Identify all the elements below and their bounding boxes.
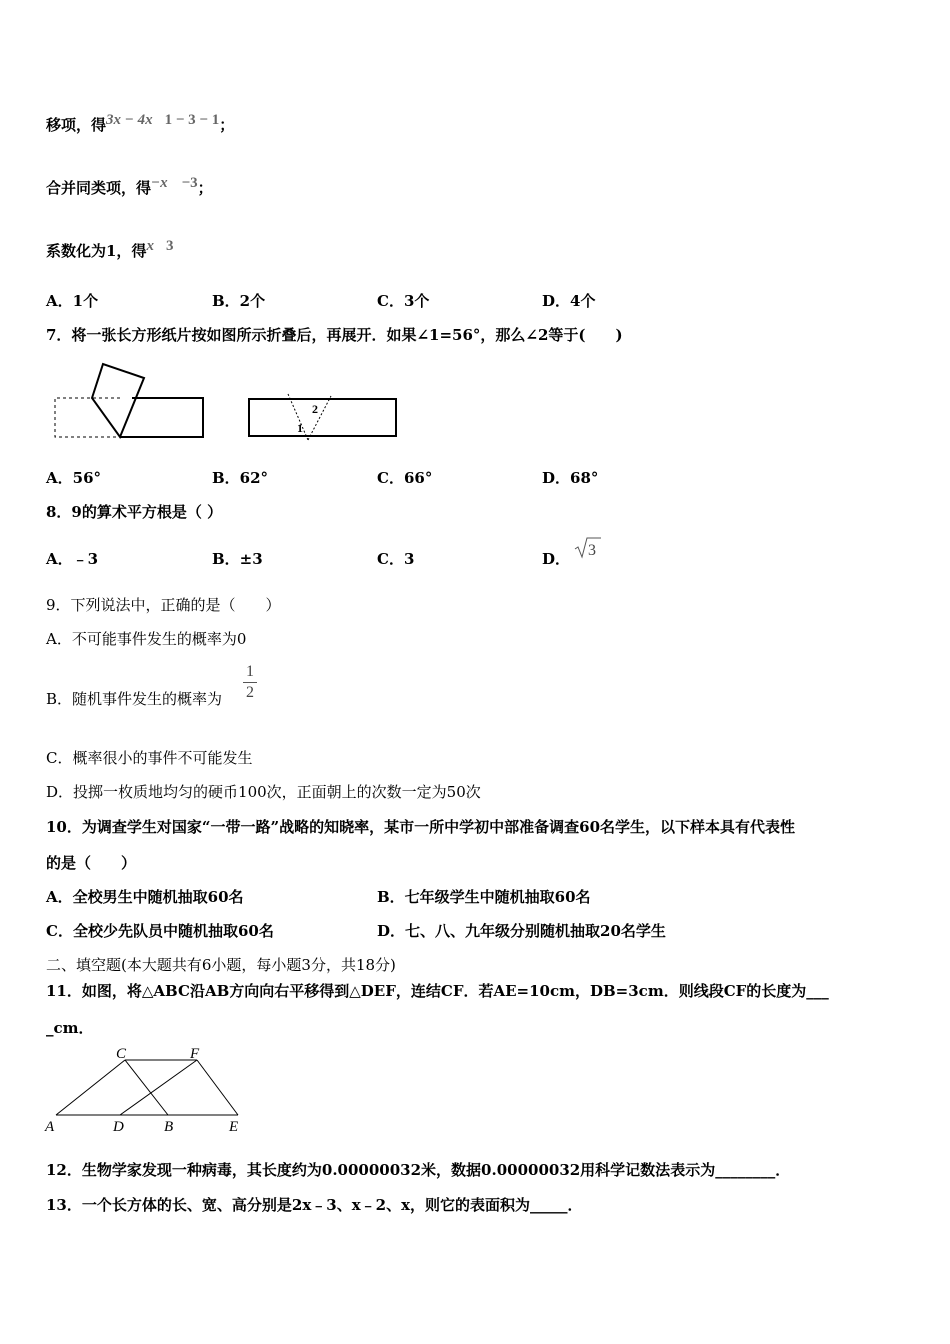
segment-AC <box>56 1060 125 1115</box>
sqrt-radicand: 3 <box>588 542 596 559</box>
step-label: 移项，得 <box>46 116 107 134</box>
fold-dashed-outline <box>55 398 120 437</box>
q6-option-a: A．1个 <box>46 292 99 310</box>
q10-option-a: A．全校男生中随机抽取60名 <box>46 888 244 906</box>
q9-stem: 9．下列说法中，正确的是（ ） <box>46 596 281 614</box>
q11-figure <box>40 1040 250 1136</box>
label-A: A <box>45 1119 55 1135</box>
step-end: ； <box>197 179 213 197</box>
math-expr: −3 <box>181 175 198 191</box>
angle-label-2: 2 <box>312 402 318 416</box>
q7-option-d: D．68° <box>542 469 599 487</box>
q12-stem: 12．生物学家发现一种病毒，其长度约为0.00000032米，数据0.00000032用科学记数法表示为________． <box>46 1161 791 1179</box>
angle-label-1: 1 <box>297 421 303 435</box>
solution-step-1 <box>46 114 234 135</box>
q8-option-a: A．﹣3 <box>46 550 99 568</box>
q7-option-a: A．56° <box>46 469 102 487</box>
q8-option-d: D． <box>542 550 571 568</box>
q10-option-c: C．全校少先队员中随机抽取60名 <box>46 922 274 940</box>
q9-option-c: C．概率很小的事件不可能发生 <box>46 749 253 767</box>
step-label: 系数化为1，得 <box>46 242 147 260</box>
q10-stem-line1: 10．为调查学生对国家“一带一路”战略的知晓率，某市一所中学初中部准备调查60名学生，以下样本具有代表性 <box>46 818 796 836</box>
q6-option-c: C．3个 <box>377 292 430 310</box>
q13-stem: 13．一个长方体的长、宽、高分别是2x﹣3、x﹣2、x，则它的表面积为_____． <box>46 1196 583 1214</box>
q10-option-d: D．七、八、九年级分别随机抽取20名学生 <box>377 922 666 940</box>
math-expr: 3 <box>165 238 174 254</box>
paper-rect-right <box>249 399 396 436</box>
label-E: E <box>229 1119 239 1135</box>
label-F: F <box>190 1046 200 1062</box>
math-expr: 1 − 3 − 1 <box>164 112 220 128</box>
q7-stem: 7．将一张长方形纸片按如图所示折叠后，再展开．如果∠1=56°，那么∠2等于( ) <box>46 326 623 344</box>
q6-option-d: D．4个 <box>542 292 596 310</box>
q9-option-a: A．不可能事件发生的概率为0 <box>46 630 247 648</box>
q9-option-b: B．随机事件发生的概率为 <box>46 690 223 708</box>
sqrt-sign-icon <box>574 536 602 560</box>
q8-option-b: B．±3 <box>212 550 263 568</box>
step-end: ； <box>219 116 235 134</box>
q8-option-c: C．3 <box>377 550 415 568</box>
q11-stem-line2: _cm． <box>46 1019 94 1037</box>
math-expr: x <box>146 238 154 254</box>
q7-figure <box>46 360 406 442</box>
label-B: B <box>164 1119 174 1135</box>
step-label: 合并同类项，得 <box>46 179 152 197</box>
segment-FE <box>197 1060 238 1115</box>
solution-step-3 <box>46 240 173 261</box>
q6-option-b: B．2个 <box>212 292 266 310</box>
section-heading: 二、填空题(本大题共有6小题，每小题3分，共18分) <box>46 956 396 974</box>
q10-option-b: B．七年级学生中随机抽取60名 <box>377 888 591 906</box>
q11-stem-line1: 11．如图，将△ABC沿AB方向向右平移得到△DEF，连结CF．若AE=10cm，DB=3cm．则线段CF的长度为___ <box>46 982 829 1000</box>
q7-option-b: B．62° <box>212 469 269 487</box>
label-D: D <box>113 1119 124 1135</box>
fraction <box>241 662 259 703</box>
solution-step-2 <box>46 177 213 198</box>
label-C: C <box>116 1046 127 1062</box>
math-expr: −x <box>151 175 168 191</box>
q10-stem-line2: 的是（ ） <box>46 854 137 872</box>
q9-option-d: D．投掷一枚质地均匀的硬币100次，正面朝上的次数一定为50次 <box>46 783 481 801</box>
q7-option-c: C．66° <box>377 469 433 487</box>
math-expr: 3x − 4x <box>106 112 153 128</box>
fraction-denominator: 2 <box>246 684 254 701</box>
fraction-numerator: 1 <box>246 663 254 680</box>
q8-stem: 8．9的算术平方根是（ ） <box>46 503 223 521</box>
folded-flap <box>92 364 144 437</box>
